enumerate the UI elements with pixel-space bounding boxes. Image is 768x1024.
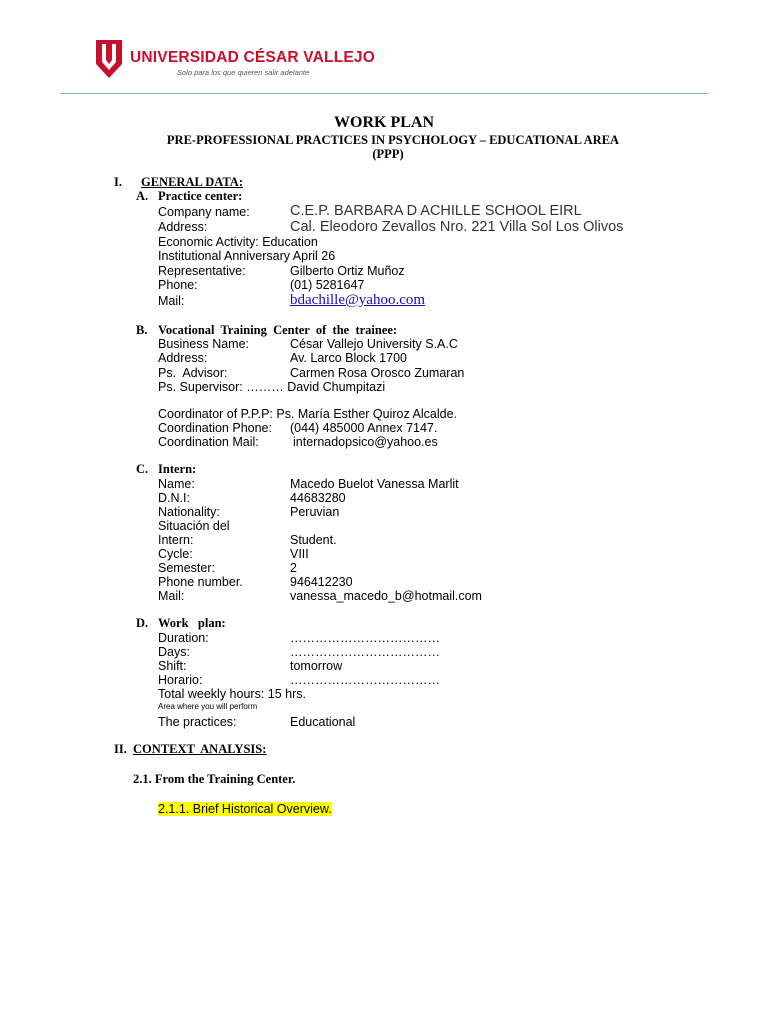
company-name-value: C.E.P. BARBARA D ACHILLE SCHOOL EIRL	[290, 203, 582, 219]
practices-label: The practices:	[158, 715, 237, 729]
subsection-d-letter: D.	[136, 616, 149, 630]
subsection-2-1: 2.1. From the Training Center.	[133, 772, 296, 786]
business-name-label: Business Name:	[158, 337, 250, 351]
section-1-numeral: I.	[114, 175, 122, 189]
company-name-label: Company name:	[158, 205, 250, 219]
days-value: ………………………………	[290, 645, 440, 659]
coordination-mail-value: internadopsico@yahoo.es	[293, 435, 438, 449]
shift-label: Shift:	[158, 659, 187, 673]
coordinator-line: Coordinator of P.P.P: Ps. María Esther Quiroz Alcalde.	[158, 407, 457, 421]
representative-value: Gilberto Ortiz Muñoz	[290, 264, 405, 278]
university-tagline: Solo para los que quieren salir adelante	[177, 68, 310, 77]
advisor-label: Ps. Advisor:	[158, 366, 228, 380]
weekly-hours: Total weekly hours: 15 hrs.	[158, 687, 306, 701]
subsection-c-heading: Intern:	[158, 462, 197, 476]
nationality-label: Nationality:	[158, 505, 220, 519]
university-logo-shield-icon	[96, 40, 122, 78]
area-note: Area where you will perform	[158, 702, 258, 711]
subsection-b-letter: B.	[136, 323, 148, 337]
cycle-label: Cycle:	[158, 547, 193, 561]
horario-value: ………………………………	[290, 673, 440, 687]
subsection-2-1-1: 2.1.1. Brief Historical Overview.	[158, 802, 332, 816]
section-2-numeral: II.	[114, 742, 127, 756]
advisor-value: Carmen Rosa Orosco Zumaran	[290, 366, 465, 380]
duration-value: ………………………………	[290, 631, 440, 645]
practices-value: Educational	[290, 715, 356, 729]
coordination-phone-label: Coordination Phone:	[158, 421, 272, 435]
intern-mail-value: vanessa_macedo_b@hotmail.com	[290, 589, 482, 603]
address-value: Cal. Eleodoro Zevallos Nro. 221 Villa Sol Los Olivos	[290, 219, 624, 235]
coordination-phone-value: (044) 485000 Annex 7147.	[290, 421, 438, 435]
horario-label: Horario:	[158, 673, 203, 687]
coordination-mail-label: Coordination Mail:	[158, 435, 259, 449]
duration-label: Duration:	[158, 631, 209, 645]
intern-status-value: Student.	[290, 533, 337, 547]
institutional-anniversary: Institutional Anniversary April 26	[158, 249, 336, 263]
phone-value: (01) 5281647	[290, 278, 365, 292]
subsection-c-letter: C.	[136, 462, 149, 476]
business-name-value: César Vallejo University S.A.C	[290, 337, 458, 351]
document-subtitle: PRE-PROFESSIONAL PRACTICES IN PSYCHOLOGY – EDUCATIONAL AREA	[166, 133, 620, 147]
university-name: UNIVERSIDAD CÉSAR VALLEJO	[130, 49, 375, 66]
intern-name-value: Macedo Buelot Vanessa Marlit	[290, 477, 459, 491]
situacion-label: Situación del	[158, 519, 230, 533]
subsection-b-heading: Vocational Training Center of the trainee:	[158, 323, 398, 337]
center-address-value: Av. Larco Block 1700	[290, 351, 407, 365]
mail-link[interactable]: bdachille@yahoo.com	[290, 292, 426, 308]
nationality-value: Peruvian	[290, 505, 340, 519]
section-1-heading: GENERAL DATA:	[141, 175, 243, 189]
header-divider	[60, 93, 709, 94]
address-label: Address:	[158, 220, 208, 234]
intern-mail-label: Mail:	[158, 589, 185, 603]
document-subtitle-abbr: (PPP)	[372, 147, 404, 161]
subsection-a-letter: A.	[136, 189, 149, 203]
phone-label: Phone:	[158, 278, 198, 292]
days-label: Days:	[158, 645, 190, 659]
intern-status-label: Intern:	[158, 533, 194, 547]
intern-phone-value: 946412230	[290, 575, 353, 589]
dni-label: D.N.I:	[158, 491, 190, 505]
economic-activity: Economic Activity: Education	[158, 235, 318, 249]
subsection-d-heading: Work plan:	[158, 616, 226, 630]
representative-label: Representative:	[158, 264, 246, 278]
center-address-label: Address:	[158, 351, 208, 365]
intern-name-label: Name:	[158, 477, 195, 491]
section-2-heading: CONTEXT ANALYSIS:	[133, 742, 267, 756]
document-title: WORK PLAN	[334, 114, 434, 131]
cycle-value: VIII	[290, 547, 309, 561]
shift-value: tomorrow	[290, 659, 343, 673]
semester-value: 2	[290, 561, 297, 575]
dni-value: 44683280	[290, 491, 346, 505]
supervisor-line: Ps. Supervisor: ……… David Chumpitazi	[158, 380, 386, 394]
mail-label: Mail:	[158, 294, 185, 308]
intern-phone-label: Phone number.	[158, 575, 243, 589]
semester-label: Semester:	[158, 561, 215, 575]
subsection-a-heading: Practice center:	[158, 189, 243, 203]
